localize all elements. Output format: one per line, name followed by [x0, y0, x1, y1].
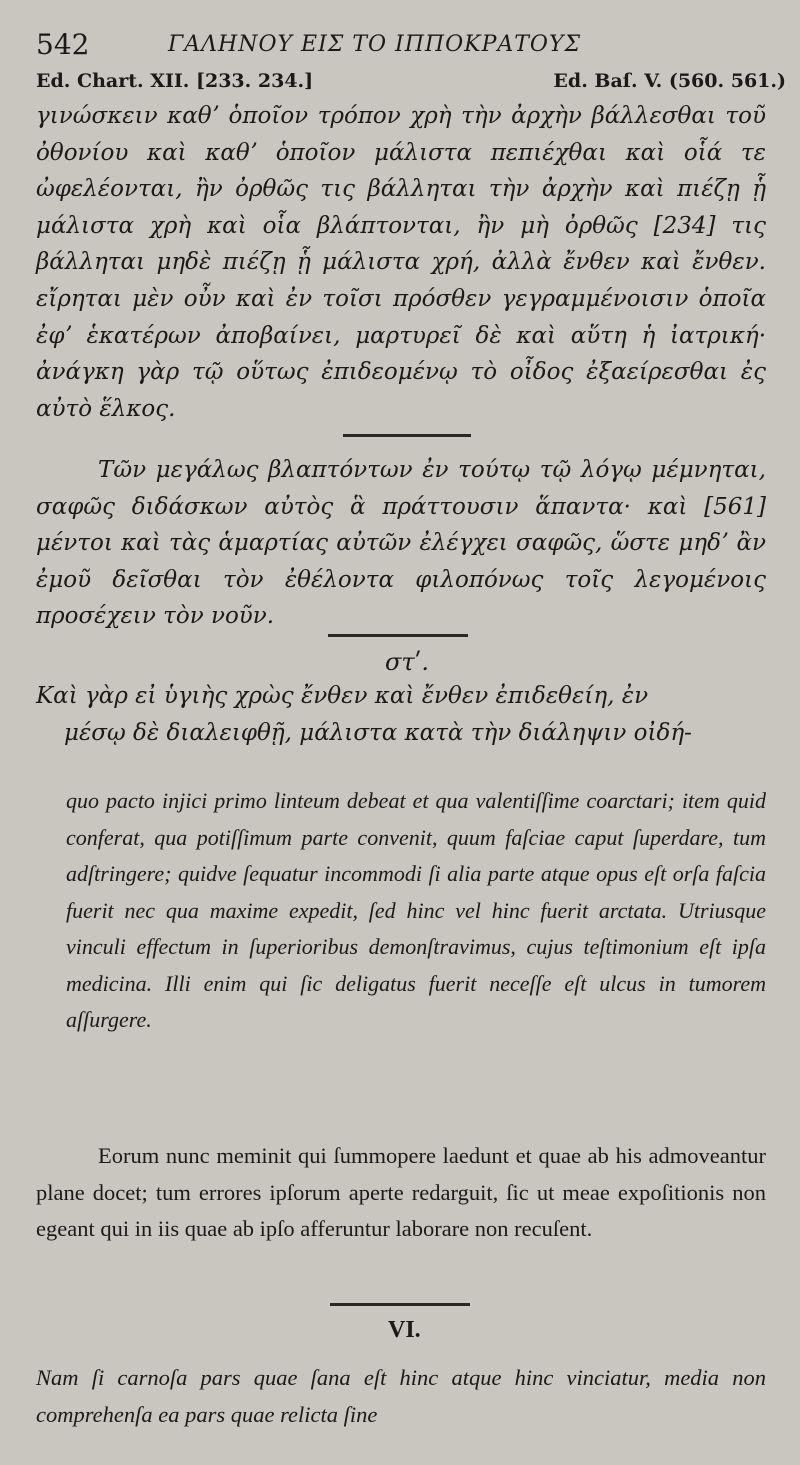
greek-paragraph-3-line-1: Καὶ γὰρ εἰ ὑγιὴς χρὼς ἔνθεν καὶ ἔνθεν ἐπιδεθείη, ἐν: [36, 683, 649, 709]
divider-rule: [330, 1303, 470, 1306]
latin-paragraph-2: Eorum nunc meminit qui ſummopere laedunt et quae ab his admoveantur plane docet; tum errores ipſorum aperte redarguit, ſic ut meae expoſitionis non egeant qui in iis quae ab ipſo afferuntur laborare non recuſent.: [36, 1143, 766, 1241]
greek-paragraph-1: γινώσκειν καθʼ ὁποῖον τρόπον χρὴ τὴν ἀρχὴν βάλλεσθαι τοῦ ὀθονίου καὶ καθʼ ὁποῖον μάλιστα πεπιέχθαι καὶ οἷά τε ὠφελέονται, ἢν ὀρθῶς τις βάλληται τὴν ἀρχὴν καὶ πιέζῃ ᾗ μάλιστα χρὴ καὶ οἷα βλάπτονται, ἢν μὴ ὀρθῶς [234] τις βάλληται μηδὲ πιέζῃ ᾗ μάλιστα χρή, ἀλλὰ ἔνθεν καὶ ἔνθεν. εἴρηται μὲν οὖν καὶ ἐν τοῖσι πρόσθεν γεγραμμένοισιν ὁποῖα ἐφʼ ἑκατέρων ἀποβαίνει, μαρτυρεῖ δὲ καὶ αὕτη ἡ ἰατρική· ἀνάγκη γὰρ τῷ οὕτως ἐπιδεομένῳ τὸ οἶδος ἐξαείρεσθαι ἐς αὐτὸ ἕλκος.: [36, 103, 766, 422]
edition-references: [36, 70, 786, 96]
divider-rule: [328, 634, 468, 637]
greek-paragraph-2: Τῶν μεγάλως βλαπτόντων ἐν τούτῳ τῷ λόγῳ μέμνηται, σαφῶς διδάσκων αὐτὸς ἃ πράττουσιν ἅπαντα· καὶ [561] μέντοι καὶ τὰς ἁμαρτίας αὐτῶν ἐλέγχει σαφῶς, ὥστε μηδʼ ἂν ἐμοῦ δεῖσθαι τὸν ἐθέλοντα φιλοπόνως τοῖς λεγομένοις προσέχειν τὸν νοῦν.: [36, 457, 766, 630]
edition-chart-reference: Ed. Chart. XII. [233. 234.]: [36, 70, 314, 92]
latin-paragraph-3: Nam ſi carnoſa pars quae ſana eſt hinc atque hinc vinciatur, media non comprehenſa ea pars quae relicta ſine: [36, 1365, 766, 1427]
page-number: 542: [36, 28, 90, 61]
greek-paragraph-3: [36, 678, 766, 751]
latin-section-number: VI.: [388, 1317, 421, 1343]
greek-paragraph-3-line-2: μέσῳ δὲ διαλειφθῇ, μάλιστα κατὰ τὴν διάληψιν οἰδή-: [64, 719, 692, 746]
running-title: ΓΑΛΗΝΟΥ ΕΙΣ ΤΟ ΙΠΠΟΚΡΑΤΟΥΣ: [168, 32, 582, 57]
greek-section-number: στʹ.: [385, 648, 429, 676]
latin-paragraph-1: quo pacto injici primo linteum debeat et qua valentiſſime coarctari; item quid conferat, qua potiſſimum parte convenit, quum faſciae caput ſuperdare, tum adſtringere; quidve ſequatur incommodi ſi alia parte atque opus eſt orſa faſcia fuerit nec qua maxime expedit, ſed hinc vel hinc fuerit arctata. Utriusque vinculi effectum in ſuperioribus demonſtravimus, cujus teſtimonium eſt ipſa medicina. Illi enim qui ſic deligatus fuerit neceſſe eſt ulcus in tumorem aſſurgere.: [66, 788, 766, 1032]
divider-rule: [343, 434, 471, 437]
edition-basel-reference: Ed. Baſ. V. (560. 561.): [553, 70, 786, 92]
page-header: [36, 28, 786, 62]
